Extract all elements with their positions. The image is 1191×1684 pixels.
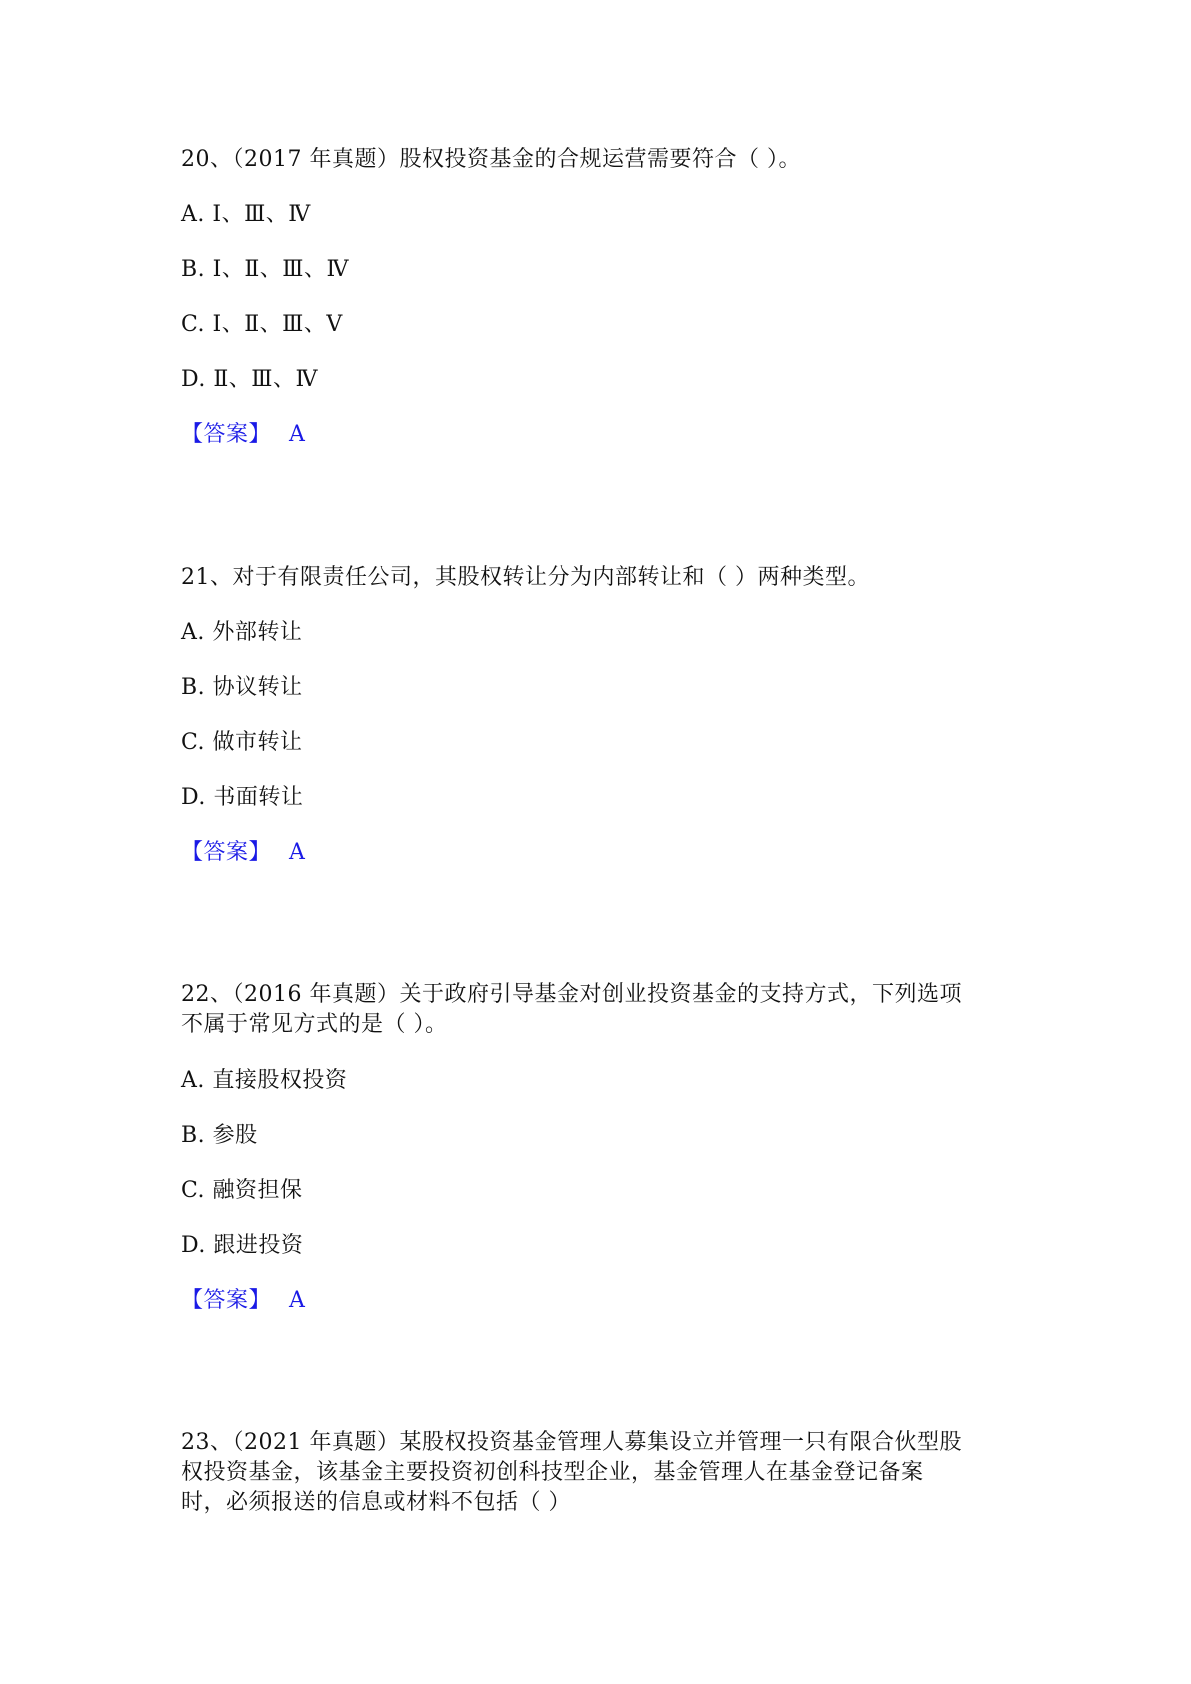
answer-line [181,838,305,868]
answer-label: 【答案】 [181,1288,272,1313]
option-b: B. 参股 [181,1123,258,1148]
question-stem: 20、（2017 年真题）股权投资基金的合规运营需要符合（ ）。 [181,147,801,172]
answer-label: 【答案】 [181,840,272,865]
option-d: D. 书面转让 [181,785,304,810]
option-b: B. Ⅰ、Ⅱ、Ⅲ、Ⅳ [181,257,349,282]
answer-line [181,1286,305,1316]
question-stem: 21、对于有限责任公司，其股权转让分为内部转让和（ ）两种类型。 [181,565,870,590]
question-stem-line-1: 23、（2021 年真题）某股权投资基金管理人募集设立并管理一只有限合伙型股 [181,1430,962,1455]
question-stem-line-2: 不属于常见方式的是（ ）。 [181,1012,448,1037]
option-c: C. 做市转让 [181,730,303,755]
answer-value: A [289,1288,306,1313]
option-d: D. 跟进投资 [181,1233,304,1258]
option-c: C. Ⅰ、Ⅱ、Ⅲ、Ⅴ [181,312,343,337]
question-stem-line-3: 时，必须报送的信息或材料不包括（ ） [181,1490,571,1515]
answer-label: 【答案】 [181,422,272,447]
answer-value: A [289,840,306,865]
question-stem-line-1: 22、（2016 年真题）关于政府引导基金对创业投资基金的支持方式，下列选项 [181,982,962,1007]
answer-line [181,420,305,450]
option-c: C. 融资担保 [181,1178,303,1203]
answer-value: A [289,422,306,447]
option-a: A. Ⅰ、Ⅲ、Ⅳ [181,202,311,227]
option-a: A. 外部转让 [181,620,303,645]
option-b: B. 协议转让 [181,675,303,700]
option-a: A. 直接股权投资 [181,1068,348,1093]
option-d: D. Ⅱ、Ⅲ、Ⅳ [181,367,318,392]
question-stem-line-2: 权投资基金，该基金主要投资初创科技型企业，基金管理人在基金登记备案 [181,1460,924,1485]
